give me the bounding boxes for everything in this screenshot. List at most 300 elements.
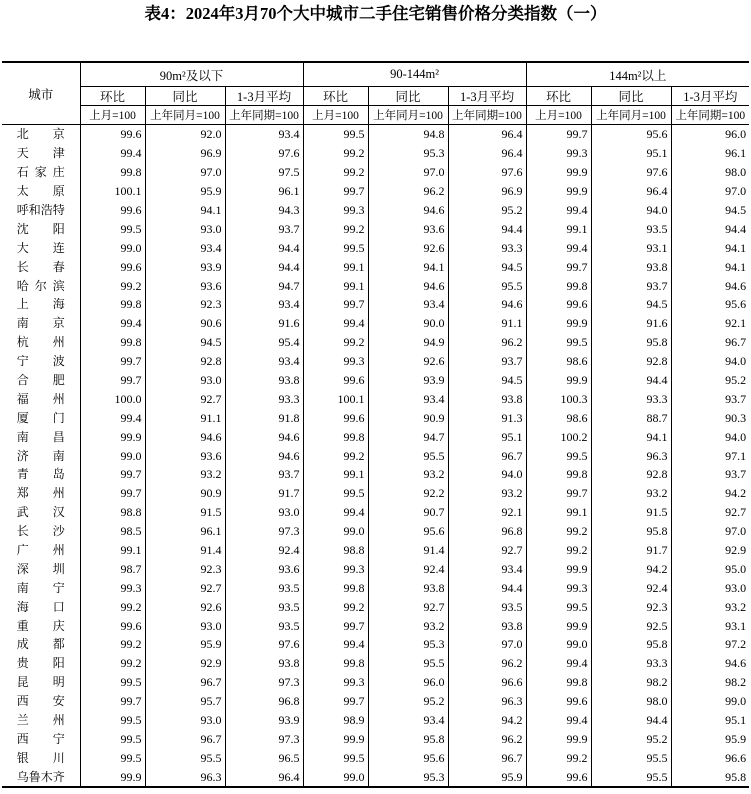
city-name: 海口	[16, 599, 89, 614]
size-144-above-yoy-value: 93.3	[591, 654, 671, 673]
size-144-above-avg-value: 95.6	[671, 295, 749, 314]
size-90-below-yoy-value: 96.7	[145, 730, 225, 749]
size-90-144-mom-value: 99.0	[303, 522, 368, 541]
city-name: 上海	[16, 297, 89, 312]
size-90-144-avg-value: 93.7	[448, 352, 526, 371]
size-90-below-yoy-value: 94.5	[145, 333, 225, 352]
size-144-above-avg-value: 94.5	[671, 201, 749, 220]
size-144-above-avg-value: 97.0	[671, 182, 749, 201]
size-90-144-mom-value: 99.5	[303, 748, 368, 767]
size-90-144-yoy-value: 97.0	[368, 163, 448, 182]
city-cell	[2, 559, 89, 578]
size-144-above-avg-value: 95.9	[671, 730, 749, 749]
size-144-above-mom-value: 99.9	[526, 559, 591, 578]
size-144-above-mom-value: 99.6	[526, 767, 591, 787]
group-90-144-header: 90-144m²	[303, 62, 526, 87]
size-144-above-avg-value: 97.0	[671, 522, 749, 541]
size-90-below-yoy-value: 90.9	[145, 484, 225, 503]
size-144-above-mom-value: 99.4	[526, 711, 591, 730]
size-90-below-yoy-value: 92.3	[145, 295, 225, 314]
size-90-144-avg-value: 95.1	[448, 427, 526, 446]
size-144-above-yoy-value: 95.8	[591, 333, 671, 352]
size-144-above-avg-value: 94.1	[671, 257, 749, 276]
city-row	[2, 163, 749, 182]
size-90-144-yoy-value: 93.4	[368, 389, 448, 408]
city-name: 西安	[16, 694, 89, 709]
city-name: 北京	[16, 127, 89, 142]
city-row	[2, 427, 749, 446]
size-90-below-yoy-value: 93.4	[145, 238, 225, 257]
size-90-144-yoy-value: 95.5	[368, 654, 448, 673]
city-name: 深圳	[16, 561, 89, 576]
size-90-below-mom-value: 99.5	[80, 219, 145, 238]
size-90-144-avg-value: 95.5	[448, 276, 526, 295]
size-90-below-yoy-value: 93.0	[145, 616, 225, 635]
size-90-below-avg-value: 93.4	[225, 352, 303, 371]
size-90-below-mom-value: 99.7	[80, 352, 145, 371]
city-row	[2, 352, 749, 371]
city-name: 广州	[16, 543, 89, 558]
group-144-above-header: 144m²以上	[526, 62, 749, 87]
size-144-above-mom-value: 99.9	[526, 163, 591, 182]
city-row	[2, 654, 749, 673]
size-90-below-avg-value: 94.3	[225, 201, 303, 220]
yoy-base-header: 上年同月=100	[368, 106, 448, 125]
size-90-below-yoy-value: 94.6	[145, 427, 225, 446]
size-144-above-yoy-value: 91.6	[591, 314, 671, 333]
city-name: 石家庄	[16, 165, 71, 180]
city-name: 大连	[16, 240, 89, 255]
size-144-above-mom-value: 99.1	[526, 503, 591, 522]
yoy-base-header: 上年同月=100	[591, 106, 671, 125]
size-90-144-mom-value: 99.4	[303, 503, 368, 522]
city-row	[2, 748, 749, 767]
size-144-above-yoy-value: 92.3	[591, 597, 671, 616]
size-90-144-mom-value: 99.2	[303, 597, 368, 616]
size-90-144-avg-value: 96.8	[448, 522, 526, 541]
size-90-below-yoy-value: 91.4	[145, 541, 225, 560]
size-144-above-avg-value: 96.1	[671, 144, 749, 163]
size-90-below-yoy-value: 95.9	[145, 635, 225, 654]
size-90-below-mom-value: 99.2	[80, 654, 145, 673]
size-144-above-yoy-value: 92.8	[591, 465, 671, 484]
city-cell	[2, 541, 89, 560]
size-90-144-avg-value: 92.1	[448, 503, 526, 522]
size-90-below-avg-value: 93.9	[225, 711, 303, 730]
size-90-below-yoy-value: 92.8	[145, 352, 225, 371]
size-90-below-avg-value: 96.8	[225, 692, 303, 711]
city-row	[2, 144, 749, 163]
size-90-below-avg-value: 93.4	[225, 295, 303, 314]
size-90-below-yoy-value: 95.7	[145, 692, 225, 711]
city-cell	[2, 163, 80, 182]
size-90-below-mom-value: 99.4	[80, 408, 145, 427]
size-90-below-yoy-value: 96.3	[145, 767, 225, 787]
size-90-below-mom-value: 99.8	[80, 163, 145, 182]
city-name: 贵阳	[16, 656, 89, 671]
size-90-below-mom-value: 99.2	[80, 597, 145, 616]
table-title: 表4：2024年3月70个大中城市二手住宅销售价格分类指数（一）	[144, 4, 607, 23]
size-90-144-mom-value: 99.5	[303, 125, 368, 144]
size-90-144-avg-value: 95.2	[448, 201, 526, 220]
size-90-below-avg-value: 93.0	[225, 503, 303, 522]
size-90-144-mom-value: 99.3	[303, 673, 368, 692]
size-144-above-avg-value: 97.2	[671, 635, 749, 654]
size-90-below-mom-value: 99.9	[80, 427, 145, 446]
size-90-144-mom-value: 99.2	[303, 163, 368, 182]
size-144-above-mom-value: 99.9	[526, 371, 591, 390]
size-90-144-mom-value: 99.7	[303, 616, 368, 635]
size-144-above-avg-value: 95.8	[671, 767, 749, 787]
size-90-below-yoy-value: 92.7	[145, 389, 225, 408]
size-144-above-yoy-value: 92.8	[591, 352, 671, 371]
size-90-below-mom-value: 98.5	[80, 522, 145, 541]
size-90-144-avg-value: 96.4	[448, 144, 526, 163]
city-row	[2, 238, 749, 257]
size-90-below-yoy-value: 92.0	[145, 125, 225, 144]
size-90-144-mom-value: 99.6	[303, 371, 368, 390]
size-144-above-mom-value: 100.2	[526, 427, 591, 446]
size-90-144-yoy-value: 93.2	[368, 465, 448, 484]
city-row	[2, 219, 749, 238]
size-90-below-mom-value: 99.8	[80, 295, 145, 314]
size-90-144-avg-value: 96.2	[448, 654, 526, 673]
size-90-144-yoy-value: 93.6	[368, 219, 448, 238]
size-90-144-mom-value: 98.9	[303, 711, 368, 730]
size-144-above-mom-value: 99.4	[526, 201, 591, 220]
city-row	[2, 465, 749, 484]
mom-header: 环比	[303, 87, 368, 106]
size-90-144-avg-value: 96.9	[448, 182, 526, 201]
size-90-144-avg-value: 97.6	[448, 163, 526, 182]
size-144-above-yoy-value: 96.4	[591, 182, 671, 201]
city-cell	[2, 503, 89, 522]
size-90-144-yoy-value: 94.1	[368, 257, 448, 276]
size-144-above-mom-value: 99.7	[526, 257, 591, 276]
size-90-144-avg-value: 95.9	[448, 767, 526, 787]
size-90-144-yoy-value: 95.6	[368, 748, 448, 767]
city-row	[2, 673, 749, 692]
size-144-above-mom-value: 99.8	[526, 465, 591, 484]
size-90-144-mom-value: 99.0	[303, 767, 368, 787]
size-90-below-yoy-value: 92.6	[145, 597, 225, 616]
size-90-144-yoy-value: 90.9	[368, 408, 448, 427]
size-144-above-yoy-value: 93.5	[591, 219, 671, 238]
size-144-above-avg-value: 94.0	[671, 427, 749, 446]
size-90-144-yoy-value: 92.6	[368, 238, 448, 257]
size-90-below-avg-value: 94.6	[225, 446, 303, 465]
city-cell	[2, 654, 89, 673]
size-144-above-yoy-value: 95.1	[591, 144, 671, 163]
size-144-above-mom-value: 99.9	[526, 314, 591, 333]
size-90-below-avg-value: 91.6	[225, 314, 303, 333]
size-144-above-mom-value: 99.2	[526, 748, 591, 767]
size-90-144-mom-value: 99.2	[303, 446, 368, 465]
size-90-below-mom-value: 99.0	[80, 238, 145, 257]
city-row	[2, 767, 749, 787]
price-index-table	[2, 61, 749, 788]
size-90-below-mom-value: 99.8	[80, 333, 145, 352]
size-90-below-mom-value: 99.6	[80, 201, 145, 220]
avg-header: 1-3月平均	[671, 87, 749, 106]
size-90-below-avg-value: 96.1	[225, 182, 303, 201]
size-90-144-yoy-value: 92.6	[368, 352, 448, 371]
size-90-144-avg-value: 94.2	[448, 711, 526, 730]
city-cell	[2, 522, 89, 541]
size-144-above-mom-value: 99.7	[526, 125, 591, 144]
size-90-below-mom-value: 99.6	[80, 125, 145, 144]
city-name: 银川	[16, 750, 89, 765]
size-90-144-mom-value: 99.7	[303, 692, 368, 711]
city-name: 长沙	[16, 524, 89, 539]
size-90-below-avg-value: 93.5	[225, 616, 303, 635]
size-90-below-mom-value: 99.7	[80, 465, 145, 484]
city-row	[2, 314, 749, 333]
size-144-above-mom-value: 99.8	[526, 276, 591, 295]
size-90-144-mom-value: 99.7	[303, 182, 368, 201]
city-cell	[2, 446, 89, 465]
city-cell	[2, 333, 89, 352]
size-90-below-avg-value: 92.4	[225, 541, 303, 560]
size-90-144-mom-value: 99.2	[303, 144, 368, 163]
size-90-below-yoy-value: 95.9	[145, 182, 225, 201]
size-90-144-avg-value: 96.3	[448, 692, 526, 711]
city-cell	[2, 276, 80, 295]
city-cell	[2, 201, 80, 220]
size-144-above-avg-value: 93.7	[671, 465, 749, 484]
size-90-below-mom-value: 99.2	[80, 635, 145, 654]
size-90-below-avg-value: 93.8	[225, 654, 303, 673]
size-90-144-avg-value: 93.8	[448, 389, 526, 408]
size-90-below-yoy-value: 93.0	[145, 711, 225, 730]
city-row	[2, 182, 749, 201]
size-144-above-mom-value: 99.0	[526, 635, 591, 654]
size-90-below-avg-value: 93.5	[225, 578, 303, 597]
size-90-below-mom-value: 99.1	[80, 541, 145, 560]
size-90-144-avg-value: 96.2	[448, 730, 526, 749]
size-90-144-yoy-value: 93.8	[368, 578, 448, 597]
size-90-below-mom-value: 99.3	[80, 578, 145, 597]
size-90-144-yoy-value: 93.4	[368, 295, 448, 314]
size-144-above-mom-value: 99.4	[526, 654, 591, 673]
size-144-above-avg-value: 99.0	[671, 692, 749, 711]
header-row-size-groups	[2, 62, 749, 87]
city-cell	[2, 314, 89, 333]
city-cell	[2, 767, 80, 787]
size-90-below-avg-value: 94.4	[225, 238, 303, 257]
city-cell	[2, 616, 89, 635]
size-90-below-yoy-value: 92.9	[145, 654, 225, 673]
size-144-above-avg-value: 94.6	[671, 654, 749, 673]
city-row	[2, 295, 749, 314]
city-cell	[2, 673, 89, 692]
city-row	[2, 389, 749, 408]
size-144-above-mom-value: 99.2	[526, 522, 591, 541]
size-144-above-avg-value: 92.1	[671, 314, 749, 333]
city-row	[2, 446, 749, 465]
mom-base-header: 上月=100	[526, 106, 591, 125]
size-90-144-mom-value: 99.2	[303, 333, 368, 352]
size-90-144-mom-value: 99.6	[303, 408, 368, 427]
size-90-below-avg-value: 91.7	[225, 484, 303, 503]
size-90-below-mom-value: 98.7	[80, 559, 145, 578]
size-90-144-mom-value: 99.8	[303, 578, 368, 597]
size-90-below-avg-value: 96.4	[225, 767, 303, 787]
size-90-below-avg-value: 91.8	[225, 408, 303, 427]
size-90-144-mom-value: 99.1	[303, 276, 368, 295]
mom-header: 环比	[526, 87, 591, 106]
city-row	[2, 730, 749, 749]
city-cell	[2, 635, 89, 654]
size-90-below-avg-value: 93.7	[225, 219, 303, 238]
size-90-144-yoy-value: 95.8	[368, 730, 448, 749]
size-90-144-avg-value: 94.6	[448, 295, 526, 314]
size-144-above-yoy-value: 96.3	[591, 446, 671, 465]
mom-base-header: 上月=100	[80, 106, 145, 125]
size-90-144-yoy-value: 90.0	[368, 314, 448, 333]
city-cell	[2, 389, 89, 408]
size-90-below-yoy-value: 91.5	[145, 503, 225, 522]
size-90-144-avg-value: 93.4	[448, 559, 526, 578]
size-90-below-mom-value: 100.0	[80, 389, 145, 408]
size-90-below-avg-value: 93.8	[225, 371, 303, 390]
size-90-below-mom-value: 98.8	[80, 503, 145, 522]
size-90-144-yoy-value: 95.3	[368, 767, 448, 787]
yoy-header: 同比	[145, 87, 225, 106]
size-90-below-yoy-value: 93.2	[145, 465, 225, 484]
city-name: 济南	[16, 448, 89, 463]
size-144-above-yoy-value: 94.1	[591, 427, 671, 446]
size-144-above-yoy-value: 93.8	[591, 257, 671, 276]
size-90-144-yoy-value: 94.7	[368, 427, 448, 446]
city-name: 成都	[16, 637, 89, 652]
size-90-below-avg-value: 93.4	[225, 125, 303, 144]
size-144-above-yoy-value: 93.2	[591, 484, 671, 503]
size-90-below-mom-value: 99.6	[80, 257, 145, 276]
city-name: 南昌	[16, 429, 89, 444]
city-row	[2, 541, 749, 560]
size-90-144-avg-value: 94.0	[448, 465, 526, 484]
size-90-144-yoy-value: 90.7	[368, 503, 448, 522]
size-144-above-avg-value: 95.2	[671, 371, 749, 390]
city-row	[2, 597, 749, 616]
size-90-144-avg-value: 94.4	[448, 219, 526, 238]
size-90-144-avg-value: 96.4	[448, 125, 526, 144]
city-cell	[2, 125, 89, 144]
size-90-144-avg-value: 94.5	[448, 371, 526, 390]
size-90-144-avg-value: 93.8	[448, 616, 526, 635]
city-name: 青岛	[16, 467, 89, 482]
size-90-144-avg-value: 91.3	[448, 408, 526, 427]
size-90-144-mom-value: 99.5	[303, 484, 368, 503]
size-90-144-mom-value: 100.1	[303, 389, 368, 408]
city-name: 南宁	[16, 580, 89, 595]
size-144-above-avg-value: 92.7	[671, 503, 749, 522]
size-90-144-mom-value: 99.3	[303, 201, 368, 220]
city-name: 宁波	[16, 354, 89, 369]
yoy-header: 同比	[368, 87, 448, 106]
size-144-above-yoy-value: 95.2	[591, 730, 671, 749]
size-90-144-yoy-value: 93.4	[368, 711, 448, 730]
city-row	[2, 201, 749, 220]
size-144-above-avg-value: 95.1	[671, 711, 749, 730]
avg-base-header: 上年同期=100	[671, 106, 749, 125]
size-144-above-avg-value: 94.0	[671, 352, 749, 371]
size-90-144-yoy-value: 94.8	[368, 125, 448, 144]
size-90-below-yoy-value: 90.6	[145, 314, 225, 333]
size-144-above-yoy-value: 93.1	[591, 238, 671, 257]
header-row-index-types	[2, 87, 749, 106]
size-144-above-yoy-value: 95.8	[591, 635, 671, 654]
size-90-144-yoy-value: 95.3	[368, 144, 448, 163]
size-90-below-yoy-value: 93.6	[145, 276, 225, 295]
avg-header: 1-3月平均	[448, 87, 526, 106]
city-name: 兰州	[16, 713, 89, 728]
size-90-below-avg-value: 95.4	[225, 333, 303, 352]
city-cell	[2, 427, 89, 446]
city-cell	[2, 238, 89, 257]
city-name: 乌鲁木齐	[16, 769, 65, 784]
size-144-above-mom-value: 99.9	[526, 182, 591, 201]
city-name: 福州	[16, 391, 89, 406]
size-144-above-yoy-value: 93.7	[591, 276, 671, 295]
size-90-below-yoy-value: 93.0	[145, 219, 225, 238]
city-cell	[2, 597, 89, 616]
size-90-below-yoy-value: 93.6	[145, 446, 225, 465]
size-90-below-avg-value: 94.4	[225, 257, 303, 276]
size-144-above-mom-value: 99.9	[526, 730, 591, 749]
size-90-144-yoy-value: 91.4	[368, 541, 448, 560]
size-144-above-avg-value: 93.7	[671, 389, 749, 408]
size-90-below-mom-value: 99.4	[80, 144, 145, 163]
size-90-below-avg-value: 94.7	[225, 276, 303, 295]
city-name: 合肥	[16, 373, 89, 388]
size-90-below-avg-value: 93.5	[225, 597, 303, 616]
city-cell	[2, 144, 89, 163]
city-name: 重庆	[16, 618, 89, 633]
city-cell	[2, 465, 89, 484]
size-144-above-mom-value: 99.8	[526, 673, 591, 692]
city-row	[2, 125, 749, 144]
size-90-below-avg-value: 94.6	[225, 427, 303, 446]
city-row	[2, 371, 749, 390]
size-90-below-yoy-value: 96.1	[145, 522, 225, 541]
size-144-above-yoy-value: 95.5	[591, 748, 671, 767]
size-90-below-yoy-value: 95.5	[145, 748, 225, 767]
size-90-below-mom-value: 99.7	[80, 692, 145, 711]
size-90-below-yoy-value: 93.9	[145, 257, 225, 276]
size-90-144-avg-value: 93.2	[448, 484, 526, 503]
size-90-144-yoy-value: 95.2	[368, 692, 448, 711]
size-144-above-yoy-value: 92.4	[591, 578, 671, 597]
size-144-above-mom-value: 100.3	[526, 389, 591, 408]
size-90-144-mom-value: 98.8	[303, 541, 368, 560]
city-cell	[2, 257, 89, 276]
size-144-above-mom-value: 99.6	[526, 692, 591, 711]
size-90-below-avg-value: 93.6	[225, 559, 303, 578]
city-cell	[2, 219, 89, 238]
size-90-144-mom-value: 99.7	[303, 295, 368, 314]
size-90-144-yoy-value: 94.6	[368, 276, 448, 295]
avg-base-header: 上年同期=100	[225, 106, 303, 125]
city-row	[2, 503, 749, 522]
size-144-above-avg-value: 90.3	[671, 408, 749, 427]
size-90-below-avg-value: 96.5	[225, 748, 303, 767]
size-90-144-mom-value: 99.8	[303, 427, 368, 446]
size-90-144-avg-value: 92.7	[448, 541, 526, 560]
city-row	[2, 276, 749, 295]
size-144-above-avg-value: 93.2	[671, 597, 749, 616]
